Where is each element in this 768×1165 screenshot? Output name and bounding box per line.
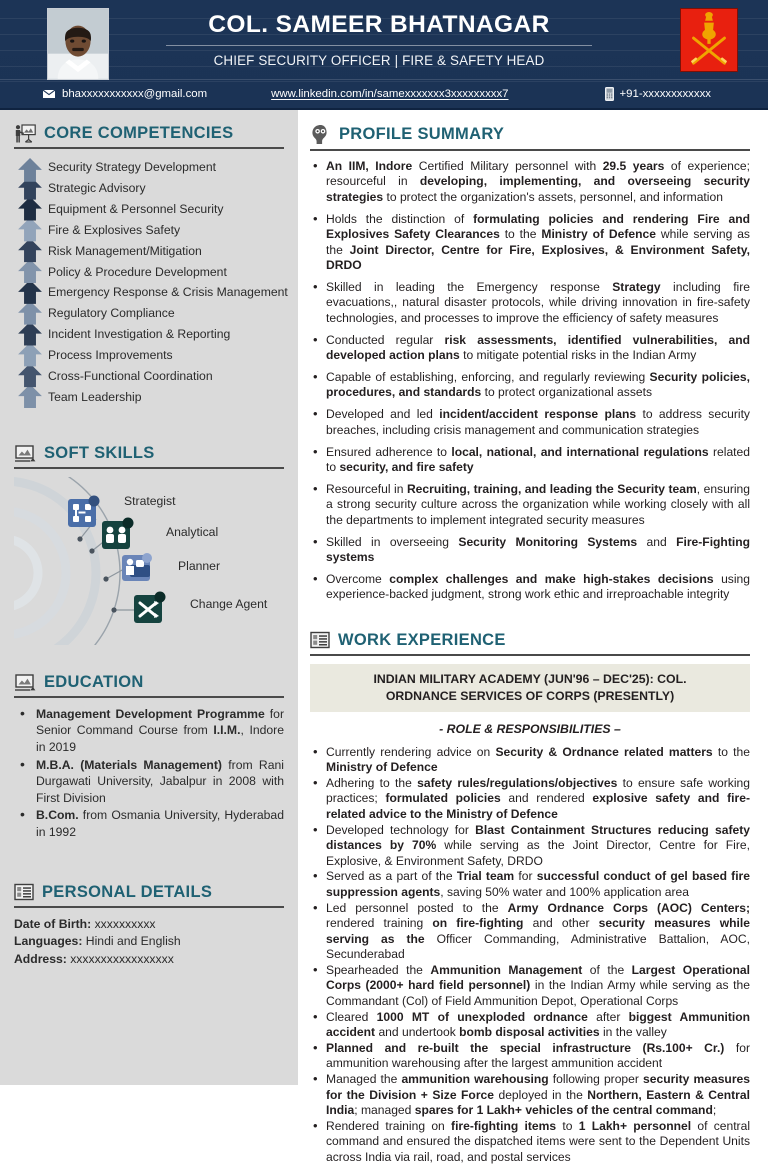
profile-summary-title: PROFILE SUMMARY [339,125,505,143]
education-detail: from Osmania University, Hyderabad in 1992 [36,808,284,840]
detail-label: Date of Birth: [14,916,92,931]
list-item [14,706,284,756]
list-item: Fire & Explosives Safety [48,222,181,237]
list-item: Policy & Procedure Development [48,264,227,279]
personal-details-header [14,869,284,902]
list-item: Cross-Functional Coordination [48,369,213,384]
section-personal-details [0,869,298,969]
change-agent-icon [134,591,166,623]
list-item: • Led personnel posted to the Army Ordnance Corps (AOC) Centers; rendered training on fire-fighting and other security measures while serving as the Officer Commanding, Administrative Battalion, AOC, Secunderabad [310,901,750,963]
profile-summary-list [310,159,750,603]
presenter-board-icon [14,124,36,143]
list-item: Emergency Response & Crisis Management [48,285,288,300]
core-competencies-title: CORE COMPETENCIES [44,124,234,142]
candidate-photo [47,8,109,80]
soft-skill-label: Change Agent [190,596,268,611]
section-soft-skills [0,430,298,645]
email-contact[interactable] [42,88,207,100]
list-item: • Holds the distinction of formulating policies and rendering Fire and Explosives Safety Clearances to the Ministry of Defence while serving as the Joint Director, Centre for Fire, Explosives, & Environment Safety, DRDO [310,212,750,274]
email-icon [42,89,56,99]
list-item: • Cleared 1000 MT of unexploded ordnance after biggest Ammunition accident and undertook bomb disposal activities in the valley [310,1010,750,1041]
chart-board-icon [14,673,36,692]
linkedin-link[interactable]: www.linkedin.com/in/samexxxxxxx3xxxxxxxxx7 [271,88,509,100]
work-experience-header [310,617,750,650]
list-item [14,757,284,807]
personal-detail-row [14,951,284,969]
core-competencies-body [14,157,288,408]
education-tail: , Indore in 2019 [36,723,284,755]
upward-arrows-decoration [16,158,46,408]
education-list [14,706,284,841]
list-item [14,807,284,840]
soft-skills-diagram [14,477,284,645]
soft-skills-header [14,430,284,463]
section-rule [14,906,284,908]
resume-body [0,110,768,1164]
soft-skill-label: Planner [178,558,221,573]
list-item: • Ensured adherence to local, national, and international regulations related to security, and fire safety [310,445,750,476]
head-profile-icon [310,124,331,145]
list-item: • Capable of establishing, enforcing, and regularly reviewing Security policies, procedures, and standards to protect organizational assets [310,370,750,401]
core-competencies-header [14,110,284,143]
job-title-banner: INDIAN MILITARY ACADEMY (JUN'96 – DEC'25): COL. ORDNANCE SERVICES OF CORPS (PRESENTLY) [310,664,750,712]
list-item: • An IIM, Indore Certified Military personnel with 29.5 years of experience; resourceful in developing, implementing, and overseeing security strategies to protect the organization's assets, personnel, and information [310,159,750,205]
header-title-block [130,10,628,70]
list-item: • Developed and led incident/accident response plans to address security breaches, including crisis management and communication strategies [310,407,750,438]
id-card-icon [310,631,330,649]
contact-bar [0,79,768,108]
list-item: • Resourceful in Recruiting, training, and leading the Security team, ensuring a strong security culture across the organization while working closely with all the departments to implement integrated security measures [310,482,750,528]
list-item: Regulatory Compliance [48,306,175,321]
soft-skills-title: SOFT SKILLS [44,443,155,462]
detail-value: xxxxxxxxxx [91,916,156,931]
education-header [14,659,284,692]
education-degree: B.Com. [36,808,79,823]
section-rule [14,147,284,149]
list-item: • Managed the ammunition warehousing following proper security measures for the Division + Size Force deployed in the Northern, Eastern & Central India; managed spares for 1 Lakh+ vehicles of the central command; [310,1072,750,1118]
list-item: • Rendered training on fire-fighting items to 1 Lakh+ personnel of central command and ensured the dispatched items were sent to the Dependent Units across India via rail, road, and postal services [310,1119,750,1165]
section-education [0,659,298,841]
soft-skill-label: Strategist [124,493,176,508]
section-rule [310,654,750,656]
list-item: • Planned and re-built the special infrastructure (Rs.100+ Cr.) for ammunition warehousing after the largest ammunition accident [310,1041,750,1072]
personal-detail-row [14,933,284,951]
personal-details-title: PERSONAL DETAILS [42,882,213,901]
list-item: Security Strategy Development [48,160,216,174]
soft-skill-label: Analytical [166,524,219,539]
list-item: Strategic Advisory [48,180,146,195]
detail-label: Address: [14,951,67,966]
work-experience-title: WORK EXPERIENCE [338,630,506,649]
personal-detail-row [14,916,284,934]
main-column [298,110,768,1164]
education-institute: I.I.M. [213,723,241,738]
page-title: COL. SAMEER BHATNAGAR [208,11,550,38]
email-text: bhaxxxxxxxxxxx@gmail.com [62,88,208,100]
list-item: Incident Investigation & Reporting [48,327,231,342]
id-card-icon [14,883,34,901]
list-item: • Overcome complex challenges and make high-stakes decisions using experience-backed judgment, strong work ethic and irreproachable integrity [310,572,750,603]
chart-board-icon [14,444,36,463]
planner-icon [122,553,152,581]
list-item: • Spearheaded the Ammunition Management of the Largest Operational Corps (2000+ hard field personnel) in the Indian Army while serving as the Commandant (Col) of Field Ammunition Depot, Operational Corps [310,963,750,1009]
education-detail: for Senior Command Course from [36,706,285,738]
sidebar [0,110,298,1085]
list-item: • Adhering to the safety rules/regulations/objectives to ensure safe working practices; formulated policies and rendered explosive safety and fire-related advice to the Ministry of Defence [310,776,750,822]
list-item: • Skilled in leading the Emergency response Strategy including fire evacuations,, natural disaster protocols, while driving innovation in fire-safety technologies, and processes to improve the efficiency of safety measures [310,280,750,326]
education-title: EDUCATION [44,672,144,691]
strategist-icon [68,495,100,527]
section-work-experience [310,617,750,1165]
title-divider [166,45,592,46]
role-responsibilities-heading: - ROLE & RESPONSIBILITIES – [439,721,621,736]
phone-contact[interactable] [605,87,711,101]
education-degree: M.B.A. (Materials Management) [36,757,222,772]
list-item: Risk Management/Mitigation [48,243,202,258]
list-item: Team Leadership [48,389,142,404]
core-competencies-list [48,157,288,408]
section-profile-summary [310,110,750,603]
section-rule [14,696,284,698]
list-item: • Conducted regular risk assessments, identified vulnerabilities, and developed action plans to mitigate potential risks in the Indian Army [310,333,750,364]
detail-value: xxxxxxxxxxxxxxxxx [66,951,174,966]
section-core-competencies [0,110,298,408]
list-item: • Developed technology for Blast Containment Structures reducing safety distances by 70% while serving as the Joint Director, Centre for Fire, Explosive, & Environment Safety, DRDO [310,823,750,869]
list-item: Process Improvements [48,348,173,363]
job-subtitle: CHIEF SECURITY OFFICER | FIRE & SAFETY HEAD [213,53,545,68]
profile-summary-header [310,110,750,145]
phone-text: +91-xxxxxxxxxxxx [619,88,711,100]
list-item: • Skilled in overseeing Security Monitoring Systems and Fire-Fighting systems [310,535,750,566]
detail-label: Languages: [14,934,83,949]
work-experience-list [310,745,750,1165]
detail-value: Hindi and English [82,934,181,949]
list-item: Equipment & Personnel Security [48,201,224,216]
indian-army-emblem-icon [680,8,738,72]
mobile-phone-icon [605,87,614,101]
education-detail: from Rani Durgawati University, Jabalpur in 2008 with First Division [36,757,285,805]
list-item: • Served as a part of the Trial team for successful conduct of gel based fire suppression agents, saving 50% water and 100% application area [310,869,750,900]
education-degree: Management Development Programme [36,706,265,721]
list-item: • Currently rendering advice on Security & Ordnance related matters to the Ministry of Defence [310,745,750,776]
section-rule [14,467,284,469]
section-rule [310,149,750,151]
resume-header [0,0,768,110]
analytical-icon [102,517,134,549]
